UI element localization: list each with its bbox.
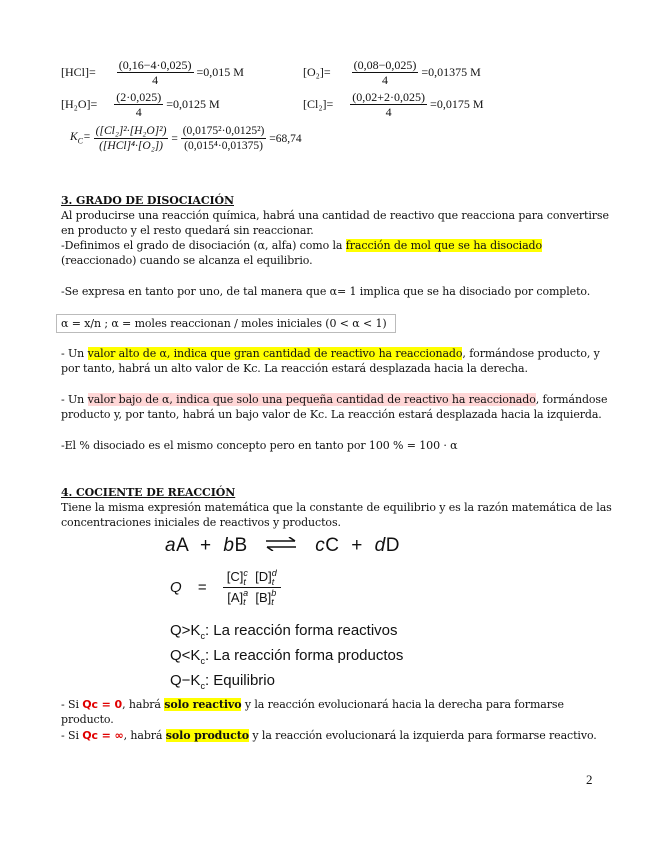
reaction-equation xyxy=(165,535,400,557)
equation-kc xyxy=(70,124,302,153)
kc-symbolic-numerator: ([Cl₂]²·[H₂O]²) xyxy=(95,125,167,137)
o2-label: [O₂]= xyxy=(303,65,331,79)
bullet1-highlight: solo reactivo xyxy=(164,698,242,711)
q-equals: = xyxy=(197,579,207,597)
kc-symbol: K xyxy=(70,131,78,144)
q-den-b-scripts xyxy=(271,589,276,607)
bullet2-post: y la reacción evolucionará la izquierda para formarse reactivo. xyxy=(249,729,597,742)
h2o-result: =0,0125 M xyxy=(166,97,220,111)
bullet1-q: Qc = 0 xyxy=(82,698,123,711)
relation-1-sub: c xyxy=(200,631,205,641)
bullet1-mid: , habrá xyxy=(122,698,165,711)
species-a: A xyxy=(176,535,189,557)
relation-2-symbol: Q<K xyxy=(170,647,201,664)
section3-p5-highlight: valor bajo de α, indica que solo una pequeña cantidad de reactivo ha reaccionado xyxy=(87,393,536,406)
page-number: 2 xyxy=(586,772,593,787)
exp-d: d xyxy=(271,567,277,578)
coef-c: c xyxy=(315,535,326,557)
hcl-result: =0,015 M xyxy=(196,65,244,79)
section3-p4-post: , formándose producto, y xyxy=(462,347,600,360)
relation-3-text: : Equilibrio xyxy=(204,672,275,689)
bullet1-post: y la reacción evolucionará hacia la derecha para formarse xyxy=(241,698,564,711)
sub-t-c: t xyxy=(243,576,246,587)
q-den-b: [B] xyxy=(255,589,272,605)
coef-d: d xyxy=(374,535,386,557)
equation-cl2 xyxy=(303,90,483,119)
cl2-fraction xyxy=(350,90,427,119)
section4-bullet2 xyxy=(61,728,597,743)
q-fraction xyxy=(223,568,281,607)
relation-2-text: : La reacción forma productos xyxy=(204,647,404,664)
sub-t-b: t xyxy=(271,597,274,608)
hcl-denominator: 4 xyxy=(152,73,159,87)
kc-subscript: C xyxy=(77,136,84,146)
section3-p5-line2: producto y, por tanto, habrá un bajo valor de Kc. La reacción estará desplazada hacia la izquierda. xyxy=(61,408,602,421)
relation-3-sub: c xyxy=(200,681,205,691)
bullet1-pre: - Si xyxy=(61,698,83,711)
bullet2-highlight: solo producto xyxy=(165,729,249,742)
coef-b: b xyxy=(223,535,235,557)
kc-numeric-numerator: (0,0175²·0,0125²) xyxy=(182,125,265,137)
section3-p2-highlight: fracción de mol que se ha disociado xyxy=(345,239,542,252)
h2o-fraction xyxy=(114,90,163,119)
q-symbol: Q xyxy=(170,579,182,597)
section3-p5-post: , formándose xyxy=(535,393,608,406)
relation-2-sub: c xyxy=(200,656,205,666)
o2-numerator: (0,08−0,025) xyxy=(353,58,417,72)
bullet2-q: Qc = ∞ xyxy=(82,729,124,742)
exp-b: b xyxy=(271,588,277,599)
section3-p5-pre: - Un xyxy=(61,393,88,406)
exp-c: c xyxy=(243,567,248,578)
section4-bullet1-line2: producto. xyxy=(61,713,114,726)
cl2-numerator: (0,02+2·0,025) xyxy=(352,90,426,104)
hcl-fraction xyxy=(117,58,194,87)
q-num-d-scripts xyxy=(272,569,277,587)
h2o-label: [H₂O]= xyxy=(61,97,98,111)
o2-fraction xyxy=(352,58,419,87)
equation-o2 xyxy=(303,58,481,87)
h2o-numerator: (2·0,025) xyxy=(116,90,162,104)
section3-p4-highlight: valor alto de α, indica que gran cantidad de reactivo ha reaccionado xyxy=(87,347,463,360)
q-denominator xyxy=(223,588,281,608)
cl2-result: =0,0175 M xyxy=(430,97,484,111)
kc-fraction-numeric xyxy=(181,124,267,153)
section4-bullet1-line1 xyxy=(61,697,564,712)
relation-products xyxy=(170,646,403,671)
relation-1-symbol: Q>K xyxy=(170,622,201,639)
h2o-denominator: 4 xyxy=(135,105,142,119)
sub-t-a: t xyxy=(243,597,246,608)
equation-h2o xyxy=(61,90,220,119)
hcl-numerator: (0,16−4·0,025) xyxy=(118,58,192,72)
exp-a: a xyxy=(243,588,249,599)
bullet2-mid: , habrá xyxy=(123,729,166,742)
q-num-c-scripts xyxy=(243,569,248,587)
q-numerator xyxy=(223,568,281,588)
section3-p4-pre: - Un xyxy=(61,347,88,360)
o2-result: =0,01375 M xyxy=(421,65,481,79)
relation-reactants xyxy=(170,621,403,646)
section3-p4-line2: por tanto, habrá un alto valor de Kc. La reacción estará desplazada hacia la derecha. xyxy=(61,362,528,375)
equilibrium-arrows-icon xyxy=(265,535,297,557)
section3-p4-line1 xyxy=(61,346,600,361)
species-d: D xyxy=(385,535,400,557)
kc-label: $K_C=$ xyxy=(70,131,91,146)
section3-p2-pre: -Definimos el grado de disociación (α, alfa) como la xyxy=(61,239,346,252)
section3-p3: -Se expresa en tanto por uno, de tal manera que α= 1 implica que se ha disociado por completo. xyxy=(61,285,591,298)
bullet2-pre: - Si xyxy=(61,729,83,742)
cl2-denominator: 4 xyxy=(385,105,392,119)
section4-p1-line2: concentraciones iniciales de reactivos y productos. xyxy=(61,516,341,529)
alpha-formula-box: α = x/n ; α = moles reaccionan / moles iniciales (0 < α < 1) xyxy=(56,314,396,333)
hcl-label: [HCl]= xyxy=(61,65,96,79)
section3-p2-line2: (reaccionado) cuando se alcanza el equilibrio. xyxy=(61,254,313,267)
q-relations xyxy=(170,621,403,696)
q-den-a-scripts xyxy=(243,589,248,607)
section3-p5-line1 xyxy=(61,392,607,407)
species-b: B xyxy=(234,535,248,557)
section4-heading: 4. COCIENTE DE REACCIÓN xyxy=(61,486,236,499)
section4-p1-line1: Tiene la misma expresión matemática que la constante de equilibrio y es la razón matemática de las xyxy=(61,501,612,514)
kc-fraction-symbolic xyxy=(94,124,169,153)
kc-result: =68,74 xyxy=(269,132,302,145)
o2-denominator: 4 xyxy=(381,73,388,87)
relation-equilibrium xyxy=(170,671,403,696)
q-num-d: [D] xyxy=(255,569,272,584)
coef-a: a xyxy=(165,535,177,557)
kc-numeric-denominator: (0,015⁴·0,01375) xyxy=(184,140,263,152)
section3-heading: 3. GRADO DE DISOCIACIÓN xyxy=(61,194,234,207)
relation-3-symbol: Q−K xyxy=(170,672,201,689)
kc-equals: = xyxy=(171,132,178,145)
plus-1: + xyxy=(199,535,212,557)
section3-p1-line1: Al producirse una reacción química, habrá una cantidad de reactivo que reacciona para convertirse xyxy=(61,209,609,222)
section3-p2-line1 xyxy=(61,238,542,253)
kc-symbolic-denominator: ([HCl]⁴·[O₂]) xyxy=(99,140,164,152)
relation-1-text: : La reacción forma reactivos xyxy=(204,622,398,639)
section3-p6: -El % disociado es el mismo concepto pero en tanto por 100 % = 100 · α xyxy=(61,439,458,452)
equation-hcl xyxy=(61,58,244,87)
plus-2: + xyxy=(351,535,363,557)
q-den-a: [A] xyxy=(227,589,244,605)
species-c: C xyxy=(325,535,340,557)
q-expression xyxy=(170,568,281,607)
cl2-label: [Cl₂]= xyxy=(303,97,334,111)
section3-p1-line2: en producto y el resto quedará sin reaccionar. xyxy=(61,224,314,237)
q-num-c: [C] xyxy=(226,569,244,584)
sub-t-d: t xyxy=(271,576,275,587)
